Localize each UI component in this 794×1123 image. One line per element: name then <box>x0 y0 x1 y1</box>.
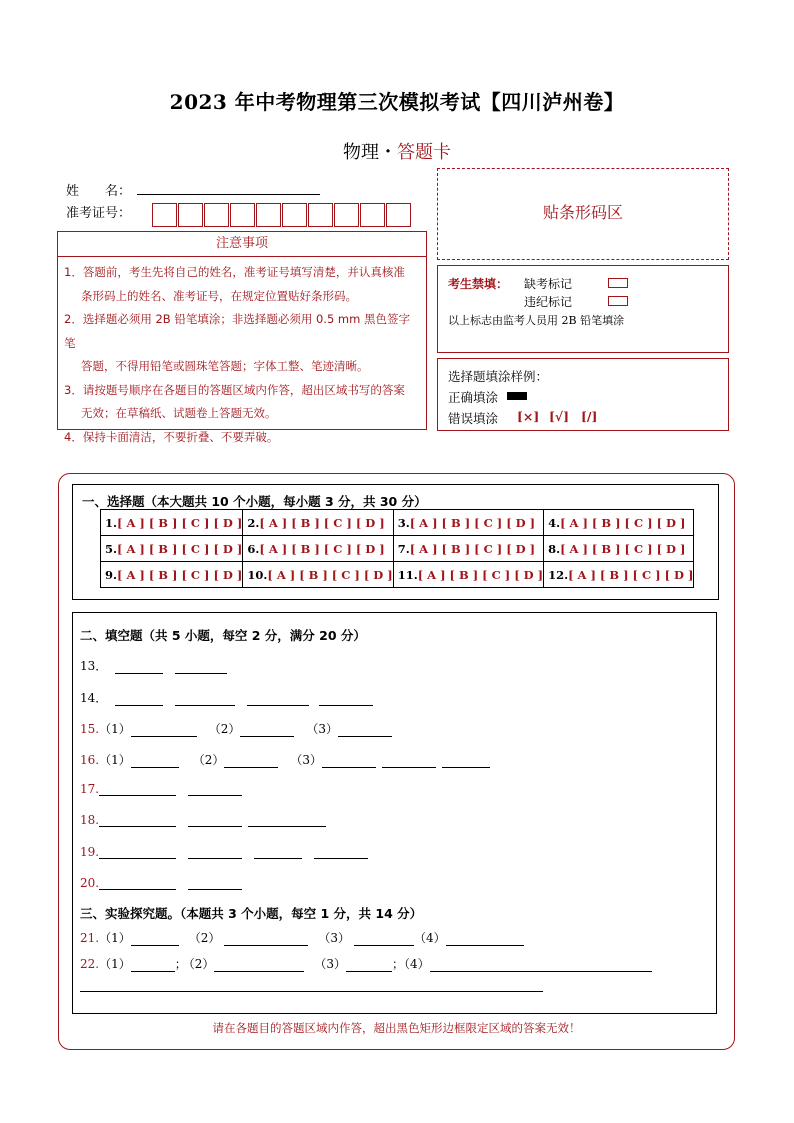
answer-blank[interactable] <box>224 755 278 768</box>
name-label: 姓 名： <box>66 184 132 199</box>
exam-id-boxes[interactable] <box>152 203 417 227</box>
answer-blank[interactable] <box>214 959 304 972</box>
choice-item[interactable]: 6.[ A ] [ B ] [ C ] [ D ] <box>243 536 393 562</box>
footer-warning: 请在各题目的答题区域内作答，超出黑色矩形边框限定区域的答案无效！ <box>212 1021 581 1035</box>
fill-sample-box <box>437 358 729 431</box>
notice-item: 4．保持卡面清洁，不要折叠、不要弄破。 <box>64 429 279 444</box>
answer-blank[interactable] <box>131 755 179 768</box>
answer-blank[interactable] <box>99 814 176 827</box>
exam-id-cell[interactable] <box>230 203 255 227</box>
notice-item: 1．答题前，考生先将自己的姓名，准考证号填写清楚，并认真核准 <box>64 265 405 279</box>
answer-blank[interactable] <box>131 959 175 972</box>
exam-id-cell[interactable] <box>308 203 333 227</box>
notice-item: 无效；在草稿纸、试题卷上答题无效。 <box>81 406 277 420</box>
answer-blank[interactable] <box>442 755 490 768</box>
answer-blank[interactable] <box>430 959 652 972</box>
sample-label: 选择题填涂样例： <box>448 369 549 384</box>
answer-blank[interactable] <box>188 877 242 890</box>
wrong-mark-check: [√] <box>549 409 570 424</box>
exam-id-cell[interactable] <box>152 203 177 227</box>
q19-row: 19. <box>80 845 368 861</box>
section1-title: 一、选择题（本大题共 10 个小题，每小题 3 分，共 30 分） <box>82 494 427 509</box>
wrong-mark-slash: [/] <box>581 409 598 424</box>
answer-blank[interactable] <box>131 724 197 737</box>
section2-title: 二、填空题（共 5 小题，每空 2 分，满分 20 分） <box>80 628 366 643</box>
notice-item: 答题，不得用铅笔或圆珠笔答题；字体工整、笔迹清晰。 <box>81 359 369 373</box>
choice-item[interactable]: 1.[ A ] [ B ] [ C ] [ D ] <box>101 510 243 536</box>
answer-blank[interactable] <box>240 724 294 737</box>
subtitle-subject: 物理・ <box>343 142 397 163</box>
q22-row: 22.（1） ； （2） （3） ；（4） <box>80 955 652 971</box>
answer-blank[interactable] <box>248 814 326 827</box>
choice-item[interactable]: 3.[ A ] [ B ] [ C ] [ D ] <box>393 510 543 536</box>
q14-row: 14． <box>80 689 373 705</box>
choice-item[interactable]: 10.[ A ] [ B ] [ C ] [ D ] <box>243 562 393 588</box>
notice-item: 条形码上的姓名、准考证号，在规定位置贴好条形码。 <box>81 288 357 303</box>
exam-id-label: 准考证号： <box>66 206 132 221</box>
choice-item[interactable]: 9.[ A ] [ B ] [ C ] [ D ] <box>101 562 243 588</box>
absent-checkbox[interactable] <box>608 278 628 288</box>
exam-id-cell[interactable] <box>282 203 307 227</box>
answer-blank[interactable] <box>115 693 163 706</box>
answer-blank[interactable] <box>99 783 176 796</box>
exam-marks-box <box>437 265 729 353</box>
answer-blank[interactable] <box>131 933 179 946</box>
answer-blank[interactable] <box>99 877 176 890</box>
choice-item[interactable]: 12.[ A ] [ B ] [ C ] [ D ] <box>544 562 694 588</box>
answer-blank[interactable] <box>382 755 436 768</box>
answer-blank[interactable] <box>115 661 163 674</box>
notice-box <box>57 231 427 444</box>
forbid-label: 考生禁填： <box>448 277 509 291</box>
q15-row: 15.（1） （2） （3） <box>80 720 392 736</box>
answer-blank[interactable] <box>254 846 302 859</box>
q13-row: 13． <box>80 657 227 673</box>
answer-blank[interactable] <box>175 661 227 674</box>
notice-heading: 注意事项 <box>58 232 426 257</box>
answer-blank[interactable] <box>346 959 392 972</box>
exam-id-cell[interactable] <box>360 203 385 227</box>
violation-label: 违纪标记 <box>524 295 573 309</box>
choice-item[interactable]: 2.[ A ] [ B ] [ C ] [ D ] <box>243 510 393 536</box>
exam-id-cell[interactable] <box>334 203 359 227</box>
answer-blank[interactable] <box>175 693 235 706</box>
answer-blank[interactable] <box>319 693 373 706</box>
q20-row: 20. <box>80 876 242 892</box>
choice-item[interactable]: 5.[ A ] [ B ] [ C ] [ D ] <box>101 536 243 562</box>
violation-checkbox[interactable] <box>608 296 628 306</box>
notice-item: 3．请按题号顺序在各题目的答题区域内作答，超出区域书写的答案 <box>64 382 405 397</box>
answer-blank[interactable] <box>247 693 309 706</box>
answer-blank[interactable] <box>322 755 376 768</box>
wrong-fill-label: 错误填涂 <box>448 411 499 426</box>
q21-row: 21.（1） （2） （3） （4） <box>80 929 524 945</box>
q18-row: 18. <box>80 813 326 829</box>
choice-item[interactable]: 7.[ A ] [ B ] [ C ] [ D ] <box>393 536 543 562</box>
barcode-area: 贴条形码区 <box>437 168 729 260</box>
answer-blank[interactable] <box>188 783 242 796</box>
choice-item[interactable]: 11.[ A ] [ B ] [ C ] [ D ] <box>393 562 543 588</box>
q16-row: 16.（1） （2） （3） <box>80 751 490 767</box>
answer-blank[interactable] <box>99 846 176 859</box>
notice-item: 2．选择题必须用 2B 铅笔填涂；非选择题必须用 0.5 mm 黑色签字笔 <box>64 312 410 350</box>
exam-id-cell[interactable] <box>204 203 229 227</box>
answer-blank[interactable] <box>338 724 392 737</box>
section3-title: 三、实验探究题。（本题共 3 个小题，每空 1 分，共 14 分） <box>80 906 423 921</box>
page-subtitle <box>0 138 794 164</box>
answer-blank[interactable] <box>354 933 414 946</box>
exam-id-cell[interactable] <box>386 203 411 227</box>
answer-blank[interactable] <box>446 933 524 946</box>
answer-blank[interactable] <box>224 933 308 946</box>
exam-id-cell[interactable] <box>256 203 281 227</box>
answer-blank[interactable] <box>314 846 368 859</box>
answer-blank[interactable] <box>188 846 242 859</box>
choice-grid <box>100 509 694 588</box>
answer-blank[interactable] <box>188 814 242 827</box>
correct-fill-mark <box>507 392 527 400</box>
choice-item[interactable]: 4.[ A ] [ B ] [ C ] [ D ] <box>544 510 694 536</box>
forbid-note: 以上标志由监考人员用 2B 铅笔填涂 <box>448 314 625 327</box>
exam-id-cell[interactable] <box>178 203 203 227</box>
absent-label: 缺考标记 <box>524 277 573 291</box>
page-title: 2023 年中考物理第三次模拟考试【四川泸州卷】 <box>169 90 625 114</box>
choice-item[interactable]: 8.[ A ] [ B ] [ C ] [ D ] <box>544 536 694 562</box>
subtitle-answer-sheet: 答题卡 <box>397 142 451 163</box>
correct-fill-label: 正确填涂 <box>448 390 499 405</box>
answer-blank-long[interactable] <box>80 991 543 992</box>
wrong-mark-x: [×] <box>517 409 540 424</box>
q17-row: 17. <box>80 782 242 798</box>
name-field[interactable] <box>137 194 320 195</box>
